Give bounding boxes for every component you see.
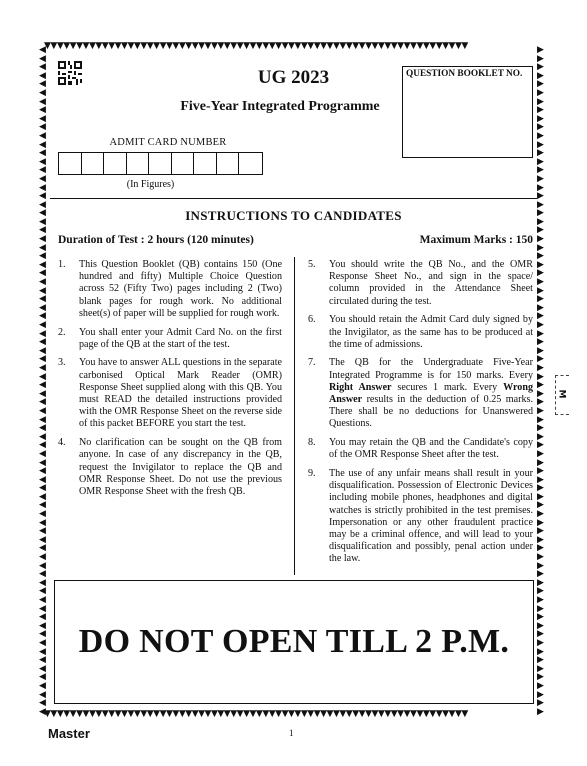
instructions-title: INSTRUCTIONS TO CANDIDATES — [185, 208, 402, 223]
instruction-text: You should retain the Admit Card duly signed by the Invigilator, as the same has to be produced at the time of admissions. — [329, 314, 533, 350]
instruction-text: You shall enter your Admit Card No. on the first page of the QB at the start of the test. — [79, 326, 282, 350]
instruction-number: 8. — [308, 437, 316, 449]
instruction-item — [308, 314, 533, 351]
maximum-marks: Maximum Marks : 150 — [419, 234, 533, 246]
wrong-answer-term: Wrong Answer — [329, 381, 533, 406]
admit-card-digit-cell[interactable] — [217, 153, 240, 174]
border-right-triangles: ▶▶▶▶▶▶▶▶▶▶▶▶▶▶▶▶▶▶▶▶▶▶▶▶▶▶▶▶▶▶▶▶▶▶▶▶▶▶▶▶▶▶▶▶▶▶▶▶▶▶▶▶▶▶▶▶▶▶▶▶▶▶▶▶▶▶▶▶▶▶▶▶▶▶▶▶▶▶ — [537, 46, 544, 716]
admit-card-digit-cell[interactable] — [172, 153, 195, 174]
instruction-item — [58, 437, 282, 498]
admit-card-digit-cell[interactable] — [104, 153, 127, 174]
instruction-number: 6. — [308, 314, 316, 326]
instruction-number: 3. — [58, 357, 66, 369]
question-booklet-number-box[interactable] — [402, 66, 533, 158]
instruction-item — [58, 259, 282, 320]
admit-card-digit-cell[interactable] — [82, 153, 105, 174]
admit-card-digit-cell[interactable] — [239, 153, 262, 174]
instruction-text-part: secures 1 mark. Every — [391, 381, 504, 393]
header-divider — [50, 198, 537, 199]
admit-card-digit-cell[interactable] — [194, 153, 217, 174]
instruction-text: You should write the QB No., and the OMR Response Sheet No., and sign in the space/ column provided in the Attendance Sheet circulated during the test. — [329, 259, 533, 307]
border-left-triangles: ◀◀◀◀◀◀◀◀◀◀◀◀◀◀◀◀◀◀◀◀◀◀◀◀◀◀◀◀◀◀◀◀◀◀◀◀◀◀◀◀◀◀◀◀◀◀◀◀◀◀◀◀◀◀◀◀◀◀◀◀◀◀◀◀◀◀◀◀◀◀◀◀◀◀◀◀◀◀ — [39, 46, 46, 716]
side-mark-letter: M — [556, 389, 567, 399]
instruction-item — [308, 259, 533, 308]
instruction-number: 1. — [58, 259, 66, 270]
instruction-item — [308, 357, 533, 430]
admit-card-digit-cell[interactable] — [149, 153, 172, 174]
side-version-mark — [555, 375, 569, 415]
instruction-number: 5. — [308, 259, 316, 270]
instructions-left-column — [58, 259, 282, 505]
border-top-triangles: ▼▼▼▼▼▼▼▼▼▼▼▼▼▼▼▼▼▼▼▼▼▼▼▼▼▼▼▼▼▼▼▼▼▼▼▼▼▼▼▼▼▼▼▼▼▼▼▼▼▼▼▼▼▼▼▼▼▼▼▼▼▼▼▼▼▼ — [44, 42, 468, 51]
instruction-text: This Question Booklet (QB) contains 150 (One hundred and fifty) Multiple Choice Question across 52 (Fifty Two) pages including 2 (Two) blank pages for rough work. No additional sheet(s) of paper will be supplied for rough work. — [79, 259, 282, 319]
test-duration: Duration of Test : 2 hours (120 minutes) — [58, 234, 254, 246]
instruction-text: No clarification can be sought on the QB from anyone. In case of any discrepancy in the QB, request the Invigilator to replace the QB and OMR Response Sheet. Do not use the previous OMR Response Sheet with the fresh QB. — [79, 437, 282, 497]
instruction-text — [329, 357, 533, 430]
admit-card-number-grid[interactable] — [58, 152, 263, 175]
instruction-text-part: results in the deduction of 0.25 marks. There shall be no deductions for Unanswered Questions. — [329, 394, 533, 430]
instruction-text-part: The QB for the Undergraduate Five-Year Integrated Programme is for 150 marks. Every — [329, 357, 533, 381]
instruction-item — [308, 437, 533, 461]
instruction-text: The use of any unfair means shall result in your disqualification. Possession of Electronic Devices including mobile phones, headphones and digital watches is strictly prohibited in the test premises. Impersonation or any other fraudulent practice may be a criminal offence, and will lead to your disqualification and possibly, penal action under the law. — [329, 468, 533, 565]
border-bottom-triangles: ▼▼▼▼▼▼▼▼▼▼▼▼▼▼▼▼▼▼▼▼▼▼▼▼▼▼▼▼▼▼▼▼▼▼▼▼▼▼▼▼▼▼▼▼▼▼▼▼▼▼▼▼▼▼▼▼▼▼▼▼▼▼▼▼▼▼ — [44, 710, 468, 719]
instruction-number: 4. — [58, 437, 66, 449]
do-not-open-notice: DO NOT OPEN TILL 2 P.M. — [78, 623, 510, 660]
instruction-item — [58, 327, 282, 351]
exam-title: UG 2023 — [257, 67, 330, 88]
column-divider — [294, 257, 295, 575]
admit-card-digit-cell[interactable] — [59, 153, 82, 174]
admit-card-digit-cell[interactable] — [127, 153, 150, 174]
instruction-number: 7. — [308, 357, 316, 369]
instruction-item — [58, 357, 282, 430]
programme-title: Five-Year Integrated Programme — [180, 99, 380, 114]
admit-card-label: ADMIT CARD NUMBER — [109, 137, 227, 148]
question-booklet-label: QUESTION BOOKLET NO. — [406, 69, 523, 79]
notice-box — [54, 580, 534, 704]
right-answer-term: Right Answer — [329, 381, 392, 393]
admit-card-hint: (In Figures) — [126, 179, 175, 190]
page-number: 1 — [289, 728, 294, 738]
instruction-text: You have to answer ALL questions in the separate carbonised Optical Mark Reader (OMR) Response Sheet supplied along with this QB. You must READ the detailed instructions provided with the OMR Response Sheet on the reverse side of this packet BEFORE you start the test. — [79, 357, 282, 430]
footer-master-label: Master — [48, 726, 90, 741]
instruction-number: 2. — [58, 326, 66, 338]
instruction-item — [308, 468, 533, 566]
instructions-right-column — [308, 259, 533, 572]
instruction-text: You may retain the QB and the Candidate's copy of the OMR Response Sheet after the test. — [329, 437, 533, 461]
instruction-number: 9. — [308, 468, 316, 480]
